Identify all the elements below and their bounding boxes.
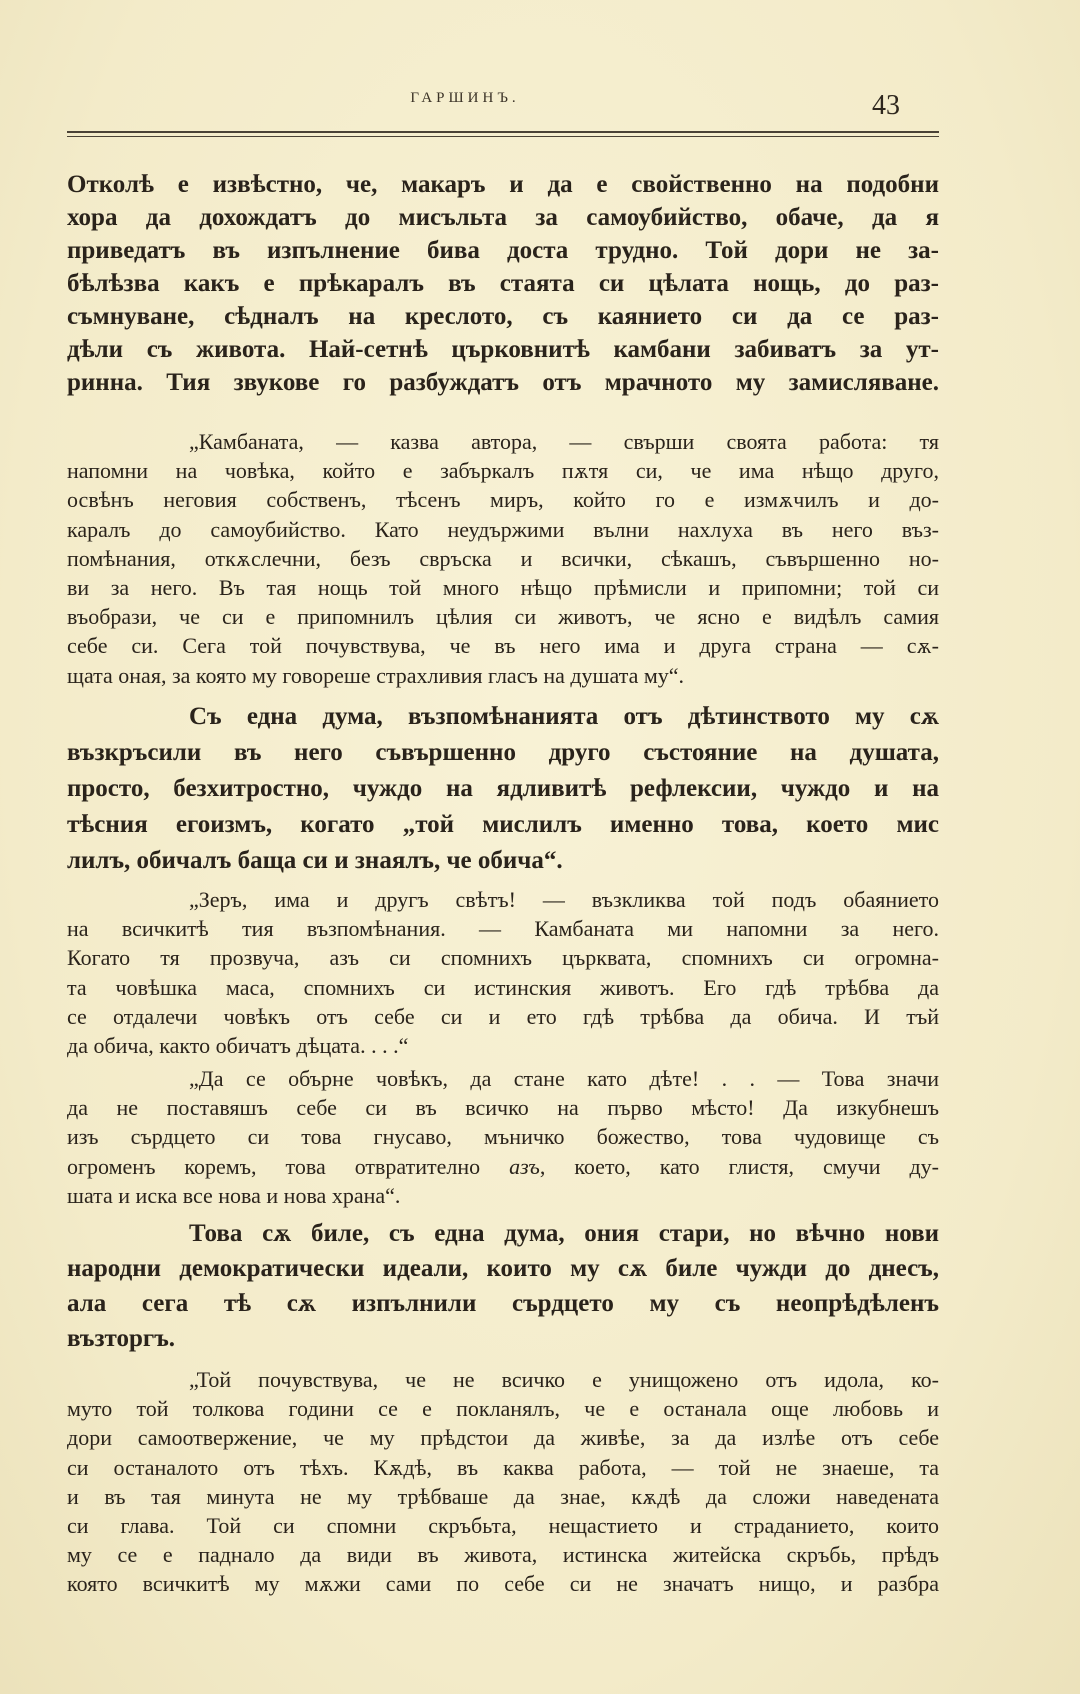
text-line: Това сѫ биле, съ една дума, ония стари, но вѣчно нови [189, 1220, 939, 1247]
text-line: себе си. Сега той почувствува, че въ него има и друга страна — сѫ- [67, 633, 939, 659]
text-line: въобрази, че си е припомнилъ цѣлия си животъ, че ясно е видѣлъ самия [67, 604, 939, 630]
text-line: ала сега тѣ сѫ изпълнили сърдцето му съ неопрѣдѣленъ [67, 1290, 939, 1317]
text-line: на всичкитѣ тия възпомѣнания. — Камбаната ми напомни за него. [67, 916, 939, 942]
text-line: шата и иска все нова и нова храна“. [67, 1182, 401, 1208]
quoted-paragraph [67, 1365, 939, 1599]
text-line: народни демократически идеали, които му сѫ биле чужди до днесъ, [67, 1255, 939, 1282]
text-line: и въ тая минута не му трѣбваше да знае, кѫдѣ да сложи наведената [67, 1483, 939, 1509]
text-line: та човѣшка маса, спомнихъ си истинския животъ. Его гдѣ трѣбва да [67, 974, 939, 1000]
header-rule-top [67, 131, 939, 133]
text-line: напомни на човѣка, който е забъркалъ пѫтя си, че има нѣщо друго, [67, 458, 939, 484]
text-line: приведатъ въ изпълнение бива доста трудно. Той дори не за- [67, 237, 939, 264]
quoted-paragraph [67, 885, 939, 1060]
quoted-paragraph [67, 427, 939, 690]
italic-word: азъ [509, 1153, 540, 1179]
text-line [67, 1152, 939, 1181]
text-line: бѣлѣзва какъ е прѣкаралъ въ стаята си цѣлата нощь, до раз- [67, 270, 939, 297]
text-line: „Зеръ, има и другъ свѣтъ! — възкликва той подъ обаянието [189, 887, 939, 912]
text-line: дори самоотвержение, че му прѣдстои да живѣе, за да излѣе отъ себе [67, 1425, 939, 1451]
text-line: Отколѣ е извѣстно, че, макаръ и да е свойственно на подобни [67, 171, 939, 198]
text-line: съмнуване, сѣдналъ на креслото, съ каянието си да се раз- [67, 303, 939, 330]
text-line: „Да се обърне човѣкъ, да стане като дѣте! . . — Това значи [189, 1066, 939, 1091]
text-line: изъ сърдцето си това гнусаво, мъничко божество, това чудовище съ [67, 1124, 939, 1150]
text-line: хора да дохождатъ до мисъльта за самоубийство, обаче, да я [67, 204, 939, 231]
text-line: възторгъ. [67, 1325, 176, 1352]
running-head: ГАРШИНЪ. [410, 90, 520, 106]
text-line: ринна. Тия звукове го разбуждатъ отъ мрачното му замисляване. [67, 369, 939, 396]
text-line: се отдалечи човѣкъ отъ себе си и ето гдѣ трѣбва да обича. И тъй [67, 1003, 939, 1029]
quoted-paragraph [67, 1064, 939, 1210]
text-line: просто, безхитростно, чуждо на ядливитѣ рефлексии, чуждо и на [67, 775, 939, 802]
text-line: дѣли съ живота. Най-сетнѣ църковнитѣ камбани забиватъ за ут- [67, 336, 939, 363]
text-line: помѣнания, откѫслечни, безъ свръска и всички, сѣкашъ, съвършенно но- [67, 545, 939, 571]
text-line: ви за него. Въ тая нощь той много нѣщо прѣмисли и припомни; той си [67, 575, 939, 601]
text-segment: , което, като глистя, смучи ду- [539, 1153, 940, 1179]
text-line: Когато тя прозвуча, азъ си спомнихъ църквата, спомнихъ си огромна- [67, 945, 939, 971]
text-line: щата оная, за която му говореше страхливия гласъ на душата му“. [67, 662, 685, 688]
text-line: лилъ, обичалъ баща си и знаялъ, че обича“. [67, 847, 563, 874]
text-line: си глава. Той си спомни скръбьта, нещастието и страданието, които [67, 1513, 939, 1539]
text-line: да обича, както обичатъ дѣцата. . . .“ [67, 1033, 409, 1059]
text-line: Съ една дума, възпомѣнанията отъ дѣтинството му сѫ [189, 703, 939, 730]
text-line: „Камбаната, — казва автора, — свърши своята работа: тя [189, 429, 939, 454]
text-segment: огроменъ коремъ, това отвратително [67, 1153, 510, 1179]
paragraph [67, 699, 939, 879]
text-line: освѣнъ неговия собственъ, тѣсенъ миръ, който го е измѫчилъ и до- [67, 487, 939, 513]
text-line: „Той почувствува, че не всичко е унищожено отъ идола, ко- [189, 1367, 939, 1392]
paragraph [67, 168, 939, 399]
text-line: му се е паднало да види въ живота, истинска житейска скръбь, прѣдъ [67, 1542, 939, 1568]
paragraph [67, 1216, 939, 1356]
text-line: възкръсили въ него съвършенно друго състояние на душата, [67, 739, 939, 766]
text-line: муто той толкова години се е покланялъ, че е останала още любовь и [67, 1396, 939, 1422]
text-line: тѣсния егоизмъ, когато „той мислилъ именно това, което мис [67, 811, 939, 838]
text-line: която всичкитѣ му мѫжи сами по себе си не значатъ нищо, и разбра [67, 1571, 939, 1597]
text-line: си останалото отъ тѣхъ. Кѫдѣ, въ каква работа, — той не знаеше, та [67, 1454, 939, 1480]
page-number: 43 [872, 90, 900, 121]
text-line: каралъ до самоубийство. Като неудържими вълни нахлуха въ него въз- [67, 516, 939, 542]
header-rule-bottom [67, 136, 939, 137]
text-line: да не поставяшъ себе си въ всичко на първо мѣсто! Да изкубнешъ [67, 1095, 939, 1121]
